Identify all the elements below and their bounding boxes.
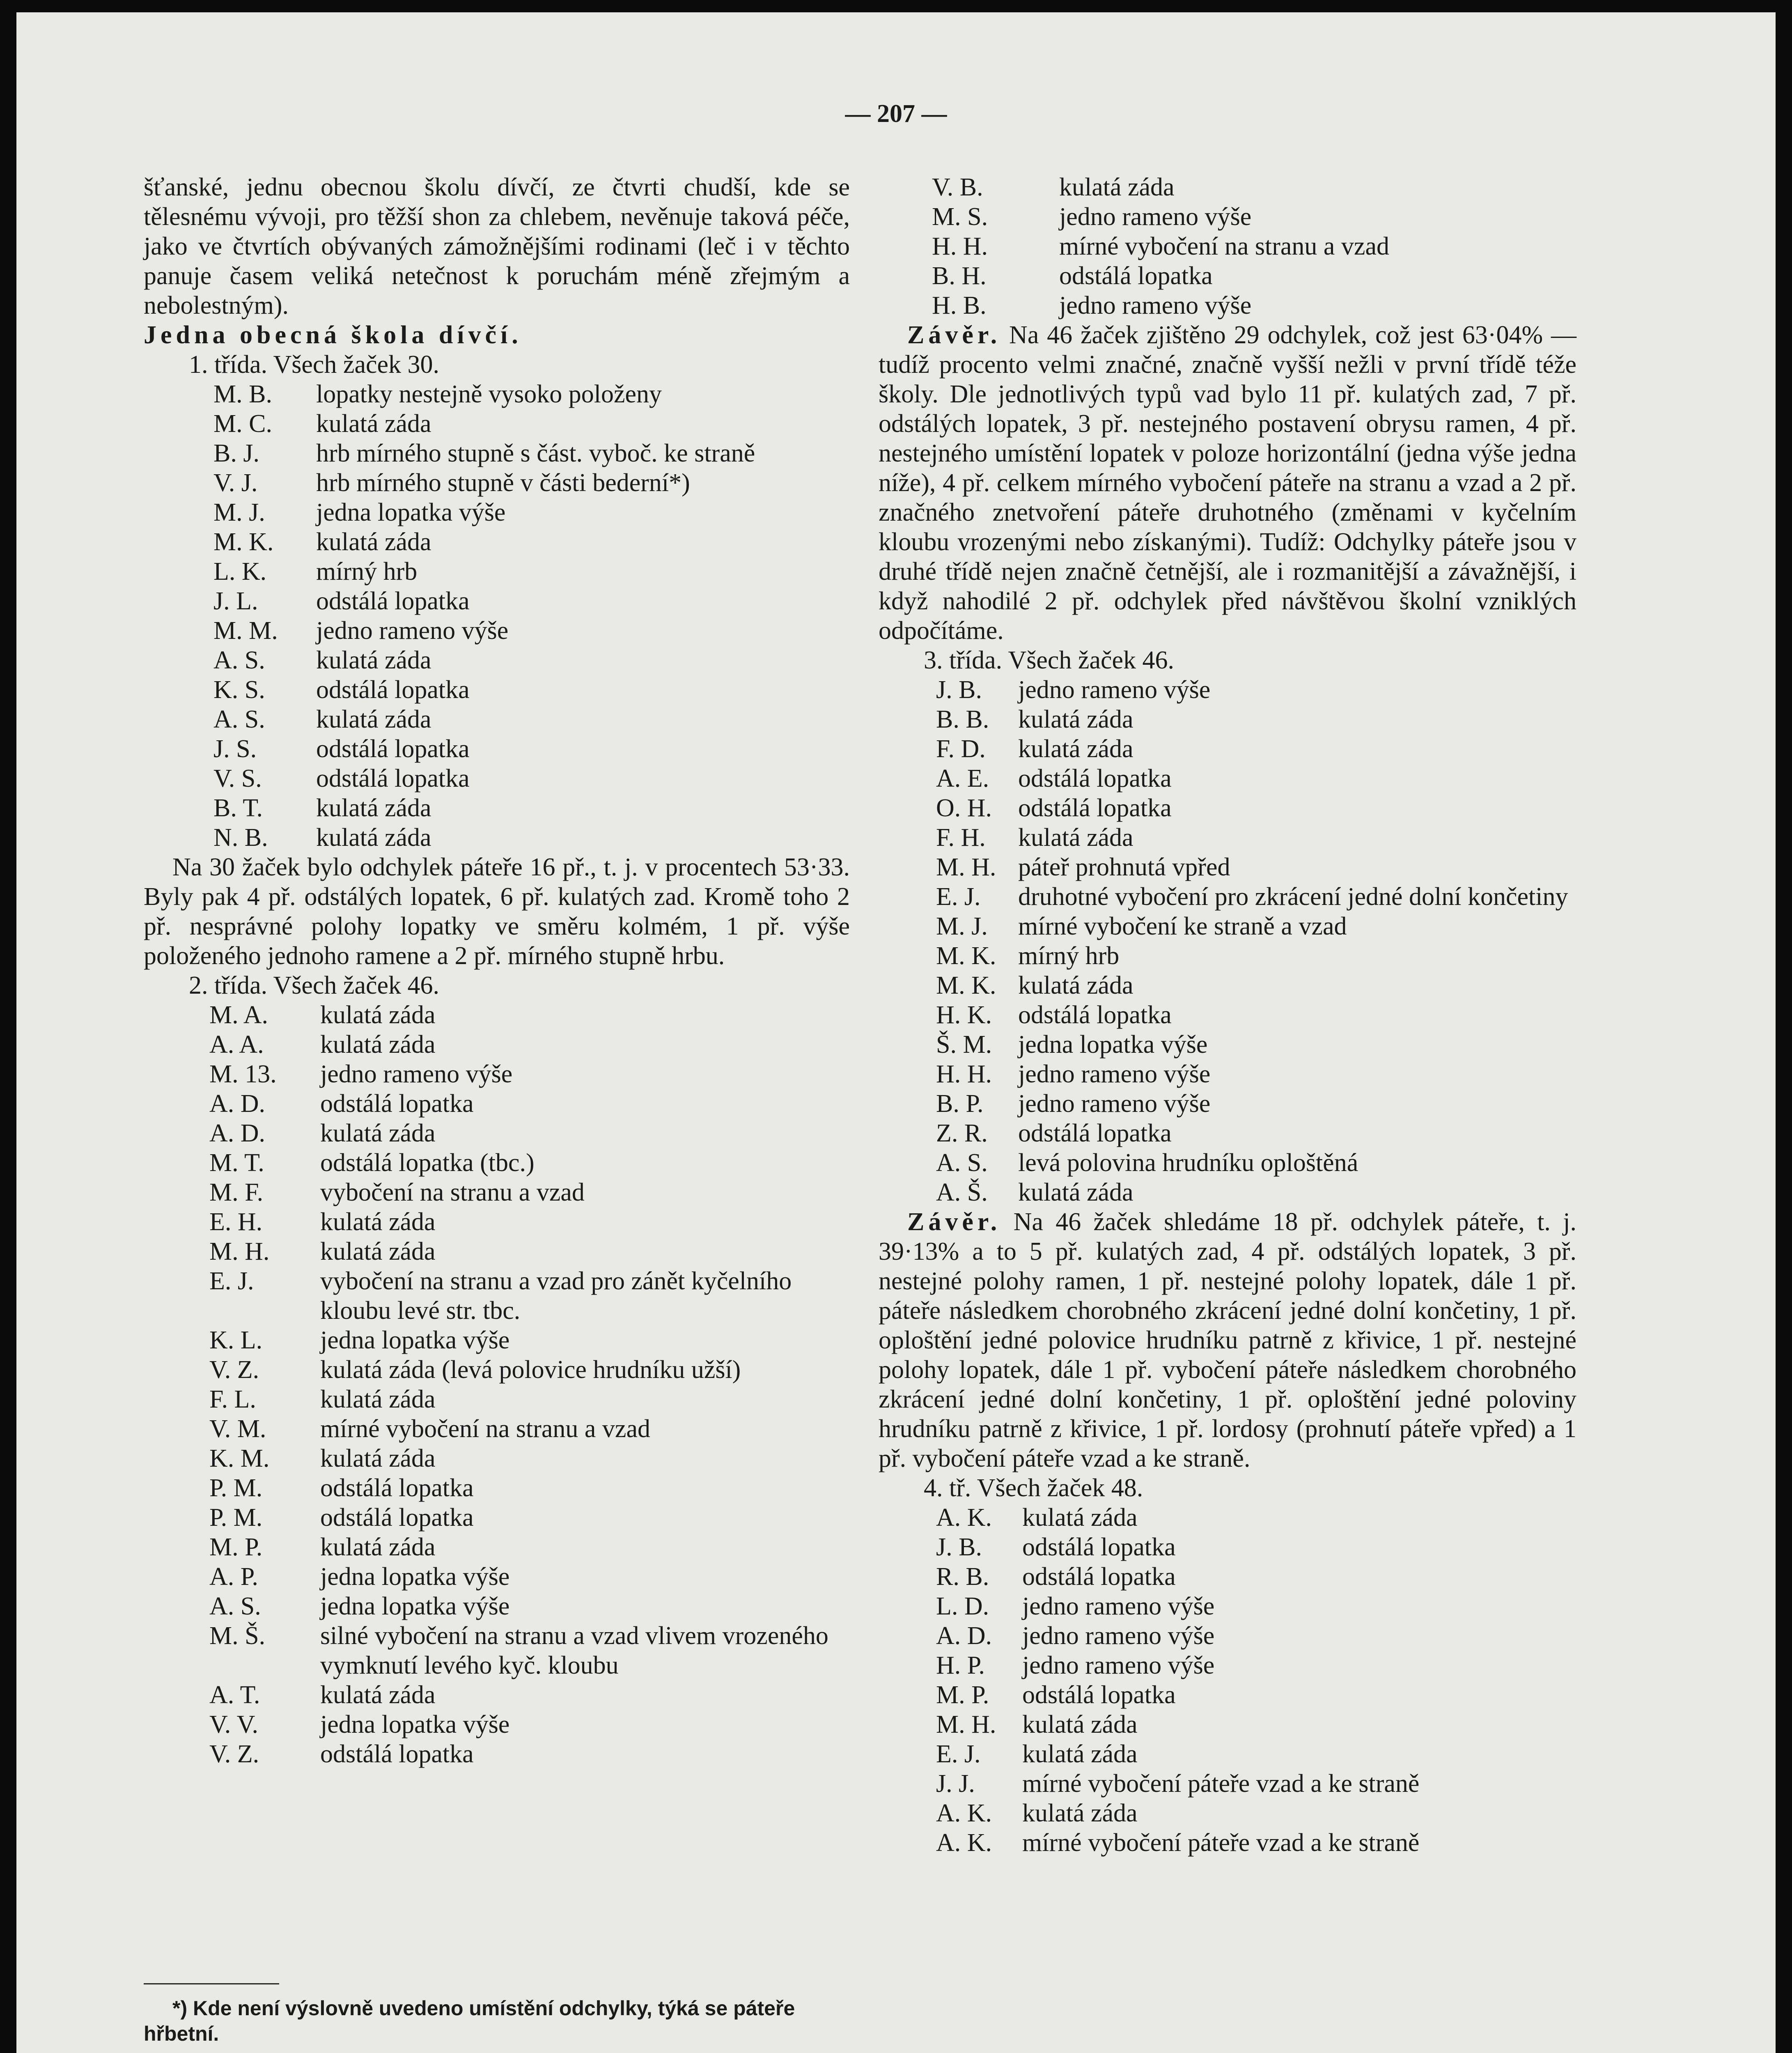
list-item bbox=[879, 1059, 1576, 1089]
list-item bbox=[144, 1710, 850, 1739]
finding-description: jedno rameno výše bbox=[1018, 1090, 1211, 1118]
finding-description: mírný hrb bbox=[1018, 942, 1120, 970]
footnote-rule bbox=[144, 1983, 279, 1984]
list-item bbox=[144, 1385, 850, 1414]
finding-description: odstálá lopatka bbox=[316, 765, 470, 792]
finding-description: kulatá záda bbox=[316, 646, 431, 674]
footnote: *) Kde není výslovně uvedeno umístění odchylky, týká se páteře hřbetní. bbox=[144, 1997, 795, 2045]
pupil-initials: H. K. bbox=[936, 1001, 992, 1029]
finding-description: jedna lopatka výše bbox=[320, 1711, 510, 1738]
pupil-initials: M. B. bbox=[213, 380, 272, 408]
class-1-summary: Na 30 žaček bylo odchylek páteře 16 př., t. j. v procentech 53·33. Byly pak 4 př. odstálých lopatek, 6 př. kulatých zad. Kromě toho 2 př. nesprávné polohy lopatky ve směru kolmém, 1 př. výše položeného jednoho ramene a 2 př. mírného stupně hrbu. bbox=[144, 853, 850, 970]
list-item bbox=[144, 379, 850, 409]
finding-description: kulatá záda bbox=[1022, 1799, 1138, 1827]
finding-description: odstálá lopatka bbox=[320, 1474, 474, 1502]
finding-description: kulatá záda bbox=[1018, 735, 1133, 763]
pupil-initials: L. K. bbox=[213, 558, 267, 586]
pupil-initials: M. H. bbox=[936, 853, 996, 881]
pupil-initials: J. B. bbox=[936, 1533, 982, 1561]
finding-description: kulatá záda bbox=[320, 1031, 436, 1059]
finding-description: mírné vybočení na stranu a vzad bbox=[320, 1415, 650, 1443]
list-item bbox=[144, 439, 850, 468]
pupil-initials: V. Z. bbox=[209, 1740, 259, 1768]
pupil-initials: M. F. bbox=[209, 1178, 264, 1206]
list-item bbox=[879, 823, 1576, 852]
finding-description: odstálá lopatka bbox=[1018, 1001, 1172, 1029]
list-item bbox=[879, 172, 1576, 202]
pupil-initials: A. P. bbox=[209, 1563, 258, 1591]
finding-description: vybočení na stranu a vzad bbox=[320, 1178, 585, 1206]
pupil-initials: K. L. bbox=[209, 1326, 263, 1354]
finding-description: odstálá lopatka bbox=[1022, 1681, 1176, 1709]
pupil-initials: H. P. bbox=[936, 1651, 985, 1679]
finding-description: jedno rameno výše bbox=[1018, 1060, 1211, 1088]
pupil-initials: M. Š. bbox=[209, 1622, 266, 1650]
finding-description: kulatá záda bbox=[1018, 824, 1133, 852]
pupil-initials: O. H. bbox=[936, 794, 992, 822]
zaver-label: Závěr. bbox=[907, 1208, 1001, 1236]
list-item bbox=[879, 291, 1576, 320]
finding-description: kulatá záda bbox=[320, 1444, 436, 1472]
pupil-initials: Z. R. bbox=[936, 1119, 988, 1147]
list-item bbox=[144, 1591, 850, 1621]
finding-description: odstálá lopatka bbox=[1022, 1563, 1176, 1591]
pupil-initials: K. S. bbox=[213, 676, 265, 704]
list-item bbox=[879, 1651, 1576, 1680]
list-item bbox=[879, 793, 1576, 823]
list-item bbox=[144, 1325, 850, 1355]
list-item bbox=[144, 409, 850, 439]
finding-description: kulatá záda (levá polovice hrudníku užší) bbox=[320, 1356, 741, 1384]
list-item bbox=[879, 1680, 1576, 1710]
list-item bbox=[144, 823, 850, 852]
pupil-initials: B. B. bbox=[936, 705, 989, 733]
list-item bbox=[144, 1621, 850, 1680]
list-item bbox=[144, 1030, 850, 1059]
class-3-summary-text: Na 46 žaček shledáme 18 př. odchylek páteře, t. j. 39·13% a to 5 př. kulatých zad, 4 př. odstálých lopatek, 3 př. nestejné polohy ramen, 1 př. nestejné polohy lopatek, dále 1 př. páteře následkem chorobného zkrácení jedné dolní končetiny, 1 př. oploštění jedné polovice hrudníku patrně z křivice, 1 př. nestejné polohy lopatek, dále 1 př. vybočení páteře následkem chorobného zkrácení jedné dolní končetiny, 1 př. oploštění jedné poloviny hrudníku patrně z křivice, 1 př. lordosy (prohnutí páteře vpřed) a 1 př. vybočení páteře vzad a ke straně. bbox=[879, 1208, 1577, 1472]
pupil-initials: A. S. bbox=[936, 1149, 988, 1177]
zaver-label: Závěr. bbox=[907, 321, 1001, 349]
finding-description: jedno rameno výše bbox=[1059, 292, 1252, 319]
list-item bbox=[879, 1769, 1576, 1798]
list-item bbox=[879, 261, 1576, 291]
pupil-initials: L. D. bbox=[936, 1592, 989, 1620]
list-item bbox=[144, 616, 850, 645]
finding-description: kulatá záda bbox=[1018, 971, 1133, 999]
pupil-initials: A. A. bbox=[209, 1031, 264, 1059]
finding-description: odstálá lopatka bbox=[1018, 765, 1172, 792]
pupil-initials: A. K. bbox=[936, 1799, 992, 1827]
finding-description: kulatá záda bbox=[320, 1681, 436, 1709]
list-item bbox=[879, 1532, 1576, 1562]
pupil-initials: M. 13. bbox=[209, 1060, 277, 1088]
list-item bbox=[144, 675, 850, 705]
list-item bbox=[879, 1798, 1576, 1828]
finding-description: jedna lopatka výše bbox=[320, 1592, 510, 1620]
pupil-initials: M. H. bbox=[936, 1711, 996, 1738]
list-item bbox=[144, 527, 850, 557]
pupil-initials: F. L. bbox=[209, 1385, 256, 1413]
pupil-initials: A. S. bbox=[209, 1592, 261, 1620]
finding-description: kulatá záda bbox=[316, 528, 431, 556]
pupil-initials: M. K. bbox=[936, 942, 996, 970]
list-item bbox=[144, 1207, 850, 1237]
list-item bbox=[879, 1591, 1576, 1621]
finding-description: mírné vybočení ke straně a vzad bbox=[1018, 912, 1347, 940]
pupil-initials: A. S. bbox=[213, 646, 265, 674]
pupil-initials: A. T. bbox=[209, 1681, 260, 1709]
finding-description: odstálá lopatka bbox=[316, 735, 470, 763]
list-item bbox=[144, 1503, 850, 1532]
pupil-initials: M. K. bbox=[936, 971, 996, 999]
finding-description: odstálá lopatka bbox=[320, 1090, 474, 1118]
pupil-initials: H. H. bbox=[936, 1060, 992, 1088]
finding-description: silné vybočení na stranu a vzad vlivem vrozeného vymknutí levého kyč. kloubu bbox=[320, 1622, 828, 1679]
finding-description: kulatá záda bbox=[316, 824, 431, 852]
pupil-initials: M. K. bbox=[213, 528, 274, 556]
left-column bbox=[144, 172, 850, 1769]
pupil-initials: A. K. bbox=[936, 1504, 992, 1532]
finding-description: jedno rameno výše bbox=[1018, 676, 1211, 704]
class-2-summary-text: Na 46 žaček zjištěno 29 odchylek, což jest 63·04% — tudíž procento velmi značné, značně vyšší nežli v první třídě téže školy. Dle jednotlivých typů vad bylo 11 př. kulatých zad, 7 př. odstálých lopatek, 3 př. nestejného postavení obrysu ramen, 4 př. nestejného umístění lopatek v poloze horizontální (jedna výše jedna níže), 4 př. celkem mírného vybočení páteře na stranu a vzad a 2 př. značného znetvoření páteře druhotného (změnami v kyčelním kloubu vrozenými nebo získanými). Tudíž: Odchylky páteře jsou v druhé třídě nejen značně četnější, ale i rozmanitější a závažnější, i když nahodilé 2 př. odchylek před návštěvou školní vzniklých odpočítáme. bbox=[879, 321, 1576, 645]
finding-description: odstálá lopatka (tbc.) bbox=[320, 1149, 535, 1177]
pupil-initials: J. B. bbox=[936, 676, 982, 704]
list-item bbox=[879, 912, 1576, 941]
pupil-initials: M. M. bbox=[213, 617, 278, 645]
list-item bbox=[144, 1000, 850, 1030]
list-item bbox=[879, 1710, 1576, 1739]
pupil-initials: B. J. bbox=[213, 439, 259, 467]
pupil-initials: E. H. bbox=[209, 1208, 263, 1236]
finding-description: jedno rameno výše bbox=[316, 617, 509, 645]
list-item bbox=[144, 586, 850, 616]
finding-description: kulatá záda bbox=[1059, 173, 1175, 201]
finding-description: druhotné vybočení pro zkrácení jedné dolní končetiny bbox=[1018, 883, 1568, 911]
list-item bbox=[144, 498, 850, 527]
list-item bbox=[144, 1237, 850, 1266]
finding-description: jedna lopatka výše bbox=[1018, 1031, 1208, 1059]
finding-description: kulatá záda bbox=[1018, 705, 1133, 733]
finding-description: odstálá lopatka bbox=[1022, 1533, 1176, 1561]
pupil-initials: E. J. bbox=[209, 1267, 254, 1295]
finding-description: odstálá lopatka bbox=[316, 676, 470, 704]
list-item bbox=[879, 1739, 1576, 1769]
list-item bbox=[144, 1562, 850, 1591]
pupil-initials: V. B. bbox=[932, 173, 983, 201]
school-heading: Jedna obecná škola dívčí. bbox=[144, 321, 522, 349]
list-item bbox=[144, 1266, 850, 1325]
list-item bbox=[144, 645, 850, 675]
pupil-initials: M. C. bbox=[213, 410, 272, 438]
finding-description: jedno rameno výše bbox=[1022, 1651, 1215, 1679]
finding-description: mírné vybočení páteře vzad a ke straně bbox=[1022, 1770, 1420, 1798]
intro-paragraph: šťanské, jednu obecnou školu dívčí, ze čtvrti chudší, kde se tělesnému vývoji, pro těžší shon za chlebem, nevěnuje taková péče, jako ve čtvrtích obývaných zámožnějšími rodinami (leč i v těchto panuje časem veliká netečnost k poruchám méně zřejmým a nebolestným). bbox=[144, 173, 850, 319]
list-item bbox=[144, 1355, 850, 1385]
finding-description: kulatá záda bbox=[316, 794, 431, 822]
finding-description: jedna lopatka výše bbox=[316, 498, 506, 526]
list-item bbox=[144, 1178, 850, 1207]
finding-description: vybočení na stranu a vzad pro zánět kyčelního kloubu levé str. tbc. bbox=[320, 1267, 792, 1325]
list-item bbox=[879, 232, 1576, 261]
finding-description: mírné vybočení páteře vzad a ke straně bbox=[1022, 1829, 1420, 1857]
finding-description: kulatá záda bbox=[316, 705, 431, 733]
finding-description: kulatá záda bbox=[320, 1238, 436, 1265]
list-item bbox=[144, 1680, 850, 1710]
list-item bbox=[144, 1118, 850, 1148]
pupil-initials: M. P. bbox=[209, 1533, 263, 1561]
pupil-initials: R. B. bbox=[936, 1563, 989, 1591]
finding-description: kulatá záda bbox=[316, 410, 431, 438]
class-2-list bbox=[144, 1000, 850, 1769]
pupil-initials: V. J. bbox=[213, 469, 258, 497]
list-item bbox=[879, 1621, 1576, 1651]
list-item bbox=[879, 882, 1576, 912]
finding-description: kulatá záda bbox=[320, 1119, 436, 1147]
pupil-initials: M. H. bbox=[209, 1238, 270, 1265]
list-item bbox=[879, 1148, 1576, 1178]
list-item bbox=[879, 1503, 1576, 1532]
pupil-initials: B. H. bbox=[932, 262, 987, 290]
class-2-list-continued bbox=[879, 172, 1576, 320]
class-1-header: 1. třída. Všech žaček 30. bbox=[189, 351, 440, 379]
class-3-summary bbox=[879, 1207, 1576, 1473]
finding-description: mírné vybočení na stranu a vzad bbox=[1059, 232, 1389, 260]
list-item bbox=[144, 1739, 850, 1769]
finding-description: odstálá lopatka bbox=[1059, 262, 1213, 290]
list-item bbox=[144, 705, 850, 734]
pupil-initials: F. H. bbox=[936, 824, 986, 852]
list-item bbox=[879, 202, 1576, 232]
class-4-list bbox=[879, 1503, 1576, 1858]
list-item bbox=[144, 734, 850, 764]
class-4-header: 4. tř. Všech žaček 48. bbox=[924, 1474, 1143, 1502]
class-2-summary bbox=[879, 320, 1576, 645]
list-item bbox=[144, 1414, 850, 1444]
finding-description: odstálá lopatka bbox=[320, 1504, 474, 1532]
finding-description: kulatá záda bbox=[320, 1533, 436, 1561]
pupil-initials: M. A. bbox=[209, 1001, 268, 1029]
finding-description: jedno rameno výše bbox=[1022, 1622, 1215, 1650]
pupil-initials: M. J. bbox=[936, 912, 988, 940]
list-item bbox=[144, 793, 850, 823]
pupil-initials: V. S. bbox=[213, 765, 262, 792]
list-item bbox=[144, 1473, 850, 1503]
pupil-initials: N. B. bbox=[213, 824, 268, 852]
pupil-initials: K. M. bbox=[209, 1444, 270, 1472]
finding-description: kulatá záda bbox=[320, 1208, 436, 1236]
finding-description: kulatá záda bbox=[1018, 1178, 1133, 1206]
pupil-initials: V. Z. bbox=[209, 1356, 259, 1384]
pupil-initials: B. T. bbox=[213, 794, 263, 822]
list-item bbox=[879, 764, 1576, 793]
page-number: — 207 — bbox=[845, 100, 947, 128]
class-1-list bbox=[144, 379, 850, 852]
list-item bbox=[879, 705, 1576, 734]
list-item bbox=[879, 1000, 1576, 1030]
finding-description: levá polovina hrudníku oploštěná bbox=[1018, 1149, 1358, 1177]
pupil-initials: V. V. bbox=[209, 1711, 258, 1738]
pupil-initials: V. M. bbox=[209, 1415, 266, 1443]
list-item bbox=[879, 941, 1576, 971]
list-item bbox=[879, 1089, 1576, 1118]
document-page bbox=[16, 12, 1776, 2053]
pupil-initials: A. S. bbox=[213, 705, 265, 733]
finding-description: odstálá lopatka bbox=[320, 1740, 474, 1768]
finding-description: jedna lopatka výše bbox=[320, 1326, 510, 1354]
pupil-initials: H. B. bbox=[932, 292, 987, 319]
list-item bbox=[879, 1030, 1576, 1059]
list-item bbox=[879, 1178, 1576, 1207]
list-item bbox=[144, 1059, 850, 1089]
finding-description: hrb mírného stupně v části bederní*) bbox=[316, 469, 690, 497]
finding-description: jedno rameno výše bbox=[1059, 203, 1252, 231]
pupil-initials: J. J. bbox=[936, 1770, 975, 1798]
list-item bbox=[144, 1444, 850, 1473]
pupil-initials: H. H. bbox=[932, 232, 988, 260]
pupil-initials: A. D. bbox=[936, 1622, 992, 1650]
finding-description: odstálá lopatka bbox=[1018, 1119, 1172, 1147]
class-2-header: 2. třída. Všech žaček 46. bbox=[189, 971, 440, 999]
pupil-initials: M. J. bbox=[213, 498, 265, 526]
finding-description: kulatá záda bbox=[320, 1001, 436, 1029]
finding-description: kulatá záda bbox=[1022, 1740, 1138, 1768]
pupil-initials: J. S. bbox=[213, 735, 257, 763]
pupil-initials: M. T. bbox=[209, 1149, 264, 1177]
pupil-initials: M. P. bbox=[936, 1681, 989, 1709]
list-item bbox=[144, 1089, 850, 1118]
pupil-initials: Š. M. bbox=[936, 1031, 992, 1059]
list-item bbox=[144, 1148, 850, 1178]
pupil-initials: A. D. bbox=[209, 1090, 266, 1118]
pupil-initials: P. M. bbox=[209, 1504, 263, 1532]
pupil-initials: A. E. bbox=[936, 765, 989, 792]
list-item bbox=[879, 852, 1576, 882]
finding-description: jedno rameno výše bbox=[1022, 1592, 1215, 1620]
pupil-initials: E. J. bbox=[936, 883, 981, 911]
finding-description: odstálá lopatka bbox=[1018, 794, 1172, 822]
class-3-header: 3. třída. Všech žaček 46. bbox=[924, 646, 1175, 674]
finding-description: páteř prohnutá vpřed bbox=[1018, 853, 1230, 881]
list-item bbox=[879, 1118, 1576, 1148]
list-item bbox=[144, 557, 850, 586]
pupil-initials: B. P. bbox=[936, 1090, 984, 1118]
finding-description: jedno rameno výše bbox=[320, 1060, 513, 1088]
pupil-initials: P. M. bbox=[209, 1474, 263, 1502]
finding-description: kulatá záda bbox=[320, 1385, 436, 1413]
right-column bbox=[879, 172, 1576, 1858]
list-item bbox=[879, 1828, 1576, 1858]
pupil-initials: M. S. bbox=[932, 203, 988, 231]
list-item bbox=[144, 764, 850, 793]
finding-description: kulatá záda bbox=[1022, 1711, 1138, 1738]
pupil-initials: E. J. bbox=[936, 1740, 981, 1768]
pupil-initials: A. Š. bbox=[936, 1178, 988, 1206]
pupil-initials: A. D. bbox=[209, 1119, 266, 1147]
pupil-initials: F. D. bbox=[936, 735, 986, 763]
class-3-list bbox=[879, 675, 1576, 1207]
finding-description: mírný hrb bbox=[316, 558, 418, 586]
list-item bbox=[879, 1562, 1576, 1591]
finding-description: odstálá lopatka bbox=[316, 587, 470, 615]
pupil-initials: A. K. bbox=[936, 1829, 992, 1857]
list-item bbox=[879, 734, 1576, 764]
list-item bbox=[879, 675, 1576, 705]
pupil-initials: J. L. bbox=[213, 587, 258, 615]
list-item bbox=[144, 468, 850, 498]
list-item bbox=[879, 971, 1576, 1000]
list-item bbox=[144, 1532, 850, 1562]
finding-description: hrb mírného stupně s část. vyboč. ke straně bbox=[316, 439, 755, 467]
finding-description: lopatky nestejně vysoko položeny bbox=[316, 380, 662, 408]
finding-description: jedna lopatka výše bbox=[320, 1563, 510, 1591]
finding-description: kulatá záda bbox=[1022, 1504, 1138, 1532]
